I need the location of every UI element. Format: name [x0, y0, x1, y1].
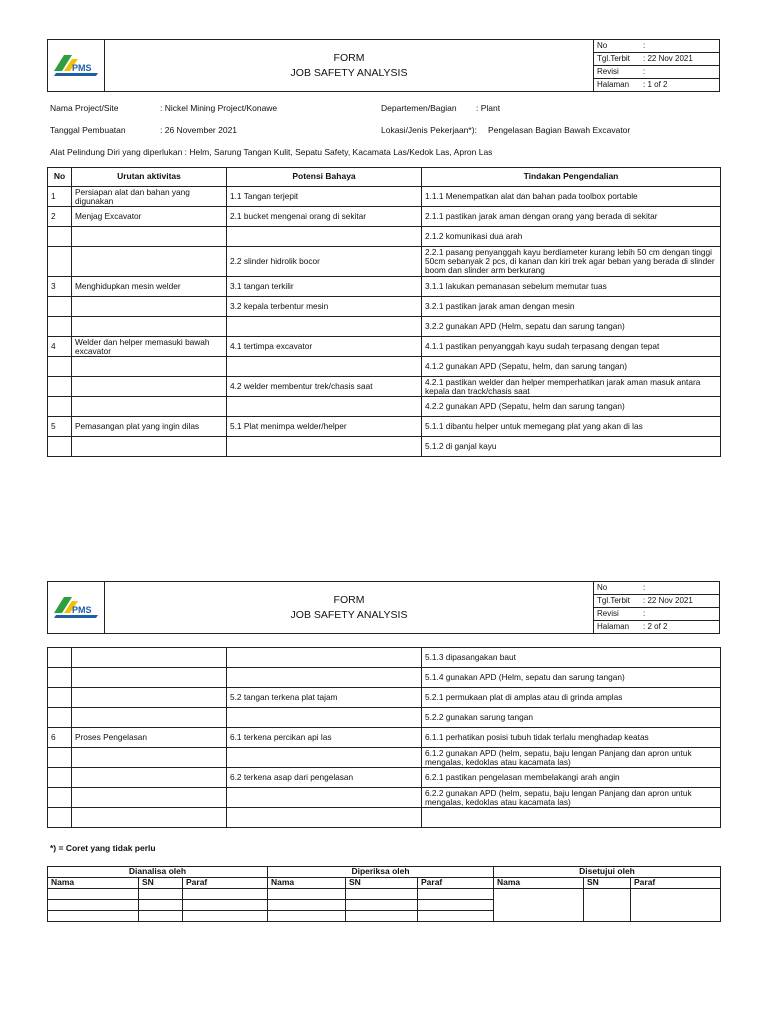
signature-cell[interactable] — [346, 911, 418, 922]
company-logo — [48, 40, 105, 92]
col-sn: SN — [584, 878, 631, 889]
control-cell: 5.1.3 dipasangakan baut — [422, 648, 721, 668]
control-cell: 6.1.1 perhatikan posisi tubuh tidak terlalu menghadap keatas — [422, 728, 721, 748]
meta-key: No — [594, 40, 640, 53]
group-checked-by: Diperiksa oleh — [268, 867, 494, 878]
meta-value: : 22 Nov 2021 — [640, 595, 719, 608]
hazard-cell — [227, 668, 422, 688]
control-cell: 5.2.2 gunakan sarung tangan — [422, 708, 721, 728]
group-analyzed-by: Dianalisa oleh — [48, 867, 268, 878]
meta-key: Tgl.Terbit — [594, 53, 640, 66]
table-row — [48, 317, 721, 337]
meta-value: : — [640, 582, 719, 595]
control-cell: 4.2.2 gunakan APD (Sepatu, helm dan sarung tangan) — [422, 397, 721, 417]
col-paraf: Paraf — [418, 878, 494, 889]
hazard-cell: 2.2 slinder hidrolik bocor — [227, 247, 422, 277]
row-number — [48, 227, 72, 247]
row-number — [48, 708, 72, 728]
table-row — [48, 808, 721, 828]
activity-cell: Menjag Excavator — [72, 207, 227, 227]
hazard-cell: 4.1 tertimpa excavator — [227, 337, 422, 357]
form-title — [105, 40, 594, 92]
meta-value: : 1 of 2 — [643, 79, 668, 89]
activity-cell — [72, 247, 227, 277]
title-line-1: FORM — [333, 594, 365, 607]
activity-cell — [72, 708, 227, 728]
activity-cell — [72, 437, 227, 457]
col-header-hazard: Potensi Bahaya — [227, 168, 422, 187]
row-number — [48, 377, 72, 397]
row-number — [48, 297, 72, 317]
col-sn: SN — [346, 878, 418, 889]
col-header-control: Tindakan Pengendalian — [422, 168, 721, 187]
hazard-cell — [227, 748, 422, 768]
control-cell: 4.2.1 pastikan welder dan helper memperhatikan jarak aman masuk antara kepala dan track/chasis saat — [422, 377, 721, 397]
table-row — [48, 748, 721, 768]
signature-cell[interactable] — [494, 889, 584, 922]
hazard-cell — [227, 437, 422, 457]
meta-value: : 2 of 2 — [643, 621, 668, 631]
control-cell: 5.1.4 gunakan APD (Helm, sepatu dan sarung tangan) — [422, 668, 721, 688]
row-number — [48, 748, 72, 768]
signature-table — [47, 866, 721, 922]
signature-cell[interactable] — [418, 900, 494, 911]
table-row — [48, 768, 721, 788]
signature-cell[interactable] — [183, 900, 268, 911]
hazard-cell: 5.2 tangan terkena plat tajam — [227, 688, 422, 708]
activity-cell: Persiapan alat dan bahan yang digunakan — [72, 187, 227, 207]
hazard-cell: 6.2 terkena asap dari pengelasan — [227, 768, 422, 788]
company-logo — [48, 582, 105, 634]
row-number — [48, 648, 72, 668]
hazard-cell: 3.1 tangan terkilir — [227, 277, 422, 297]
hazard-cell: 5.1 Plat menimpa welder/helper — [227, 417, 422, 437]
table-header-row — [48, 168, 721, 187]
signature-cell[interactable] — [631, 889, 721, 922]
jsa-table-page1 — [47, 167, 721, 457]
col-nama: Nama — [494, 878, 584, 889]
activity-cell — [72, 377, 227, 397]
signature-cell[interactable] — [139, 900, 183, 911]
hazard-cell — [227, 317, 422, 337]
table-row — [48, 417, 721, 437]
row-number — [48, 688, 72, 708]
table-row — [48, 708, 721, 728]
activity-cell: Pemasangan plat yang ingin dilas — [72, 417, 227, 437]
row-number — [48, 357, 72, 377]
meta-value: : — [640, 40, 719, 53]
col-paraf: Paraf — [183, 878, 268, 889]
table-row — [48, 688, 721, 708]
hazard-cell: 6.1 terkena percikan api las — [227, 728, 422, 748]
activity-cell — [72, 808, 227, 828]
row-number: 5 — [48, 417, 72, 437]
table-row — [48, 357, 721, 377]
row-number: 2 — [48, 207, 72, 227]
hazard-cell: 1.1 Tangan terjepit — [227, 187, 422, 207]
hazard-cell — [227, 357, 422, 377]
activity-cell — [72, 297, 227, 317]
project-value: : Nickel Mining Project/Konawe — [160, 103, 278, 113]
form-title — [105, 582, 594, 634]
activity-cell — [72, 317, 227, 337]
table-row — [48, 187, 721, 207]
table-row — [48, 728, 721, 748]
table-row — [48, 648, 721, 668]
meta-value: : — [640, 608, 719, 621]
row-number — [48, 668, 72, 688]
signature-cell[interactable] — [346, 889, 418, 900]
activity-cell — [72, 788, 227, 808]
document-meta — [594, 40, 720, 92]
svg-text:PMS: PMS — [72, 605, 92, 616]
table-row — [48, 227, 721, 247]
row-number: 1 — [48, 187, 72, 207]
title-line-1: FORM — [333, 52, 365, 65]
row-number — [48, 437, 72, 457]
pms-logo-icon — [50, 591, 102, 621]
table-row — [48, 377, 721, 397]
control-cell: 6.2.2 gunakan APD (helm, sepatu, baju lengan Panjang dan apron untuk mengalas, kedoklas atau kacamata las) — [422, 788, 721, 808]
hazard-cell: 2.1 bucket mengenai orang di sekitar — [227, 207, 422, 227]
row-number — [48, 788, 72, 808]
meta-key: No — [594, 582, 640, 595]
table-row — [48, 788, 721, 808]
signature-cell[interactable] — [139, 911, 183, 922]
signature-cell[interactable] — [268, 889, 346, 900]
department-value: : Plant — [476, 103, 501, 113]
document-meta — [594, 582, 720, 634]
hazard-cell: 3.2 kepala terbentur mesin — [227, 297, 422, 317]
control-cell: 2.2.1 pasang penyanggah kayu berdiameter kurang lebih 50 cm dengan tinggi 50cm sebanyak 2 pcs, di kanan dan kiri trek agar beban yang berada di slinder boom dan slinder arm berkurang — [422, 247, 721, 277]
date-value: : 26 November 2021 — [160, 125, 238, 135]
activity-cell: Welder dan helper memasuki bawah excavator — [72, 337, 227, 357]
control-cell: 4.1.2 gunakan APD (Sepatu, helm, dan sarung tangan) — [422, 357, 721, 377]
meta-key: Halaman — [597, 621, 630, 631]
row-number — [48, 397, 72, 417]
control-cell: 3.2.2 gunakan APD (Helm, sepatu dan sarung tangan) — [422, 317, 721, 337]
hazard-cell — [227, 648, 422, 668]
jsa-table-page2 — [47, 647, 721, 828]
location-label: Lokasi/Jenis Pekerjaan*): — [381, 125, 477, 135]
activity-cell — [72, 768, 227, 788]
control-cell: 5.1.1 dibantu helper untuk memegang plat yang akan di las — [422, 417, 721, 437]
group-approved-by: Disetujui oleh — [494, 867, 721, 878]
control-cell: 4.1.1 pastikan penyanggah kayu sudah terpasang dengan tepat — [422, 337, 721, 357]
svg-text:PMS: PMS — [72, 63, 92, 74]
signature-cell[interactable] — [418, 889, 494, 900]
col-paraf: Paraf — [631, 878, 721, 889]
activity-cell: Proses Pengelasan — [72, 728, 227, 748]
row-number: 4 — [48, 337, 72, 357]
meta-key: Tgl.Terbit — [594, 595, 640, 608]
signature-cell[interactable] — [48, 889, 139, 900]
hazard-cell — [227, 788, 422, 808]
pms-logo-icon — [50, 49, 102, 79]
table-row — [48, 277, 721, 297]
control-cell: 1.1.1 Menempatkan alat dan bahan pada toolbox portable — [422, 187, 721, 207]
meta-key: Revisi — [594, 608, 640, 621]
control-cell — [422, 808, 721, 828]
row-number — [48, 247, 72, 277]
signature-cell[interactable] — [268, 900, 346, 911]
control-cell: 6.2.1 pastikan pengelasan membelakangi arah angin — [422, 768, 721, 788]
hazard-cell: 4.2 welder membentur trek/chasis saat — [227, 377, 422, 397]
date-label: Tanggal Pembuatan — [50, 125, 126, 135]
activity-cell — [72, 227, 227, 247]
activity-cell — [72, 357, 227, 377]
signature-cell[interactable] — [268, 911, 346, 922]
hazard-cell — [227, 708, 422, 728]
footnote: *) = Coret yang tidak perlu — [50, 843, 156, 853]
row-number — [48, 317, 72, 337]
row-number — [48, 768, 72, 788]
col-nama: Nama — [268, 878, 346, 889]
signature-cell[interactable] — [48, 900, 139, 911]
page1-header — [47, 39, 720, 92]
control-cell: 2.1.2 komunikasi dua arah — [422, 227, 721, 247]
project-label: Nama Project/Site — [50, 103, 119, 113]
signature-cell[interactable] — [584, 889, 631, 922]
title-line-2: JOB SAFETY ANALYSIS — [290, 608, 408, 621]
activity-cell: Menghidupkan mesin welder — [72, 277, 227, 297]
row-number — [48, 808, 72, 828]
signature-cell[interactable] — [183, 889, 268, 900]
col-sn: SN — [139, 878, 183, 889]
hazard-cell — [227, 397, 422, 417]
meta-key: Halaman — [597, 79, 630, 89]
table-row — [48, 668, 721, 688]
col-header-activity: Urutan aktivitas — [72, 168, 227, 187]
control-cell: 5.1.2 di ganjal kayu — [422, 437, 721, 457]
table-row — [48, 337, 721, 357]
hazard-cell — [227, 808, 422, 828]
control-cell: 2.1.1 pastikan jarak aman dengan orang yang berada di sekitar — [422, 207, 721, 227]
activity-cell — [72, 748, 227, 768]
signature-cell[interactable] — [139, 889, 183, 900]
control-cell: 6.1.2 gunakan APD (helm, sepatu, baju lengan Panjang dan apron untuk mengalas, kedoklas atau kacamata las) — [422, 748, 721, 768]
activity-cell — [72, 668, 227, 688]
table-row — [48, 297, 721, 317]
department-label: Departemen/Bagian — [381, 103, 457, 113]
title-line-2: JOB SAFETY ANALYSIS — [290, 66, 408, 79]
col-header-no: No — [48, 168, 72, 187]
meta-key: Revisi — [594, 66, 640, 79]
row-number: 3 — [48, 277, 72, 297]
meta-value: : 22 Nov 2021 — [640, 53, 719, 66]
signature-cell[interactable] — [48, 911, 139, 922]
signature-cell[interactable] — [183, 911, 268, 922]
control-cell: 3.1.1 lakukan pemanasan sebelum memutar tuas — [422, 277, 721, 297]
hazard-cell — [227, 227, 422, 247]
activity-cell — [72, 688, 227, 708]
signature-cell[interactable] — [346, 900, 418, 911]
row-number: 6 — [48, 728, 72, 748]
table-row — [48, 437, 721, 457]
col-nama: Nama — [48, 878, 139, 889]
location-value: Pengelasan Bagian Bawah Excavator — [488, 125, 631, 135]
activity-cell — [72, 648, 227, 668]
table-row — [48, 397, 721, 417]
activity-cell — [72, 397, 227, 417]
meta-value: : — [640, 66, 719, 79]
table-row — [48, 207, 721, 227]
control-cell: 3.2.1 pastikan jarak aman dengan mesin — [422, 297, 721, 317]
apd-line: Alat Pelindung Diri yang diperlukan : Helm, Sarung Tangan Kulit, Sepatu Safety, Kacamata Las/Kedok Las, Apron Las — [50, 147, 493, 157]
table-row — [48, 247, 721, 277]
signature-cell[interactable] — [418, 911, 494, 922]
page2-header — [47, 581, 720, 634]
control-cell: 5.2.1 permukaan plat di amplas atau di grinda amplas — [422, 688, 721, 708]
